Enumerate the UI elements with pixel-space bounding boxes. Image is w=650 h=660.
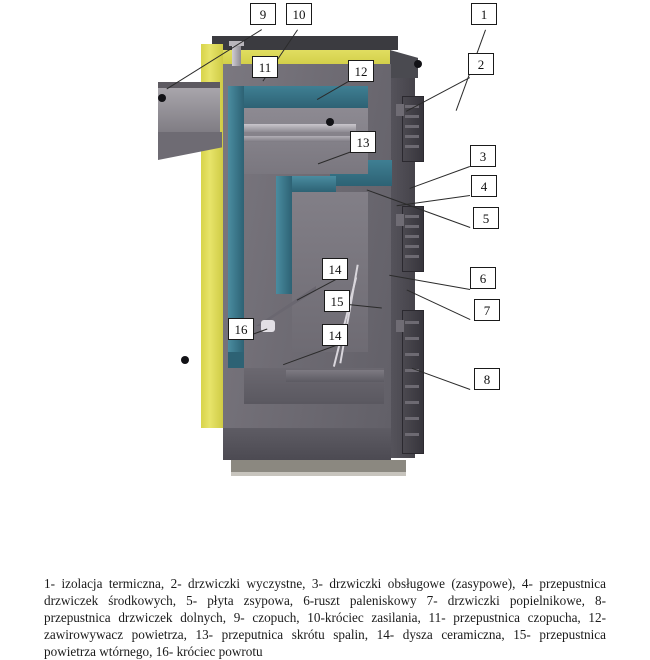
water-jacket-arm-vertical: [276, 176, 292, 294]
callout-13[interactable]: 13: [350, 131, 376, 153]
callout-7[interactable]: 7: [474, 299, 500, 321]
door-hinge: [396, 320, 404, 332]
door-hinge: [396, 104, 404, 116]
leader-dot: [158, 94, 166, 102]
callout-9[interactable]: 9: [250, 3, 276, 25]
callout-1[interactable]: 1: [471, 3, 497, 25]
leader-dot: [181, 356, 189, 364]
loading-door: [402, 206, 424, 272]
heat-exchanger-tube-lower: [244, 136, 356, 142]
heat-exchanger-tube-upper: [244, 124, 356, 132]
callout-2[interactable]: 2: [468, 53, 494, 75]
callout-4[interactable]: 4: [471, 175, 497, 197]
callout-3[interactable]: 3: [470, 145, 496, 167]
leader-dot: [326, 118, 334, 126]
boiler-base: [231, 460, 406, 472]
leader-dot: [414, 60, 422, 68]
callout-10[interactable]: 10: [286, 3, 312, 25]
leader-line-3: [410, 166, 470, 189]
callout-16[interactable]: 16: [228, 318, 254, 340]
figure-legend: 1- izolacja termiczna, 2- drzwiczki wyczystne, 3- drzwiczki obsługowe (zasypowe), 4- przepustnica drzwiczek środkowych, 5- płyta zsypowa, 6-ruszt paleniskowy 7- drzwiczki popielnikowe, 8- przepustnica drzwiczek dolnych, 9- czopuch, 10-króciec zasilania, 11- przepustnica czopucha, 12- zawirowywacz powietrza, 13- przeputnica skrótu spalin, 14- dysza ceramiczna, 15- przepustnica powietrza wtórnego, 16- króciec powrotu: [44, 576, 606, 659]
callout-5[interactable]: 5: [473, 207, 499, 229]
callout-11[interactable]: 11: [252, 56, 278, 78]
callout-6[interactable]: 6: [470, 267, 496, 289]
water-jacket-bottom-elbow: [228, 352, 244, 368]
flue-outlet: [158, 88, 220, 134]
ash-door: [402, 310, 424, 454]
grate-plate: [286, 370, 384, 382]
callout-12[interactable]: 12: [348, 60, 374, 82]
callout-8[interactable]: 8: [474, 368, 500, 390]
boiler-body-bottom: [223, 428, 391, 460]
boiler-base-shadow: [231, 472, 406, 476]
callout-14-lower[interactable]: 14: [322, 324, 348, 346]
water-jacket-top: [228, 86, 368, 108]
door-hinge: [396, 214, 404, 226]
callout-14-upper[interactable]: 14: [322, 258, 348, 280]
callout-15[interactable]: 15: [324, 290, 350, 312]
